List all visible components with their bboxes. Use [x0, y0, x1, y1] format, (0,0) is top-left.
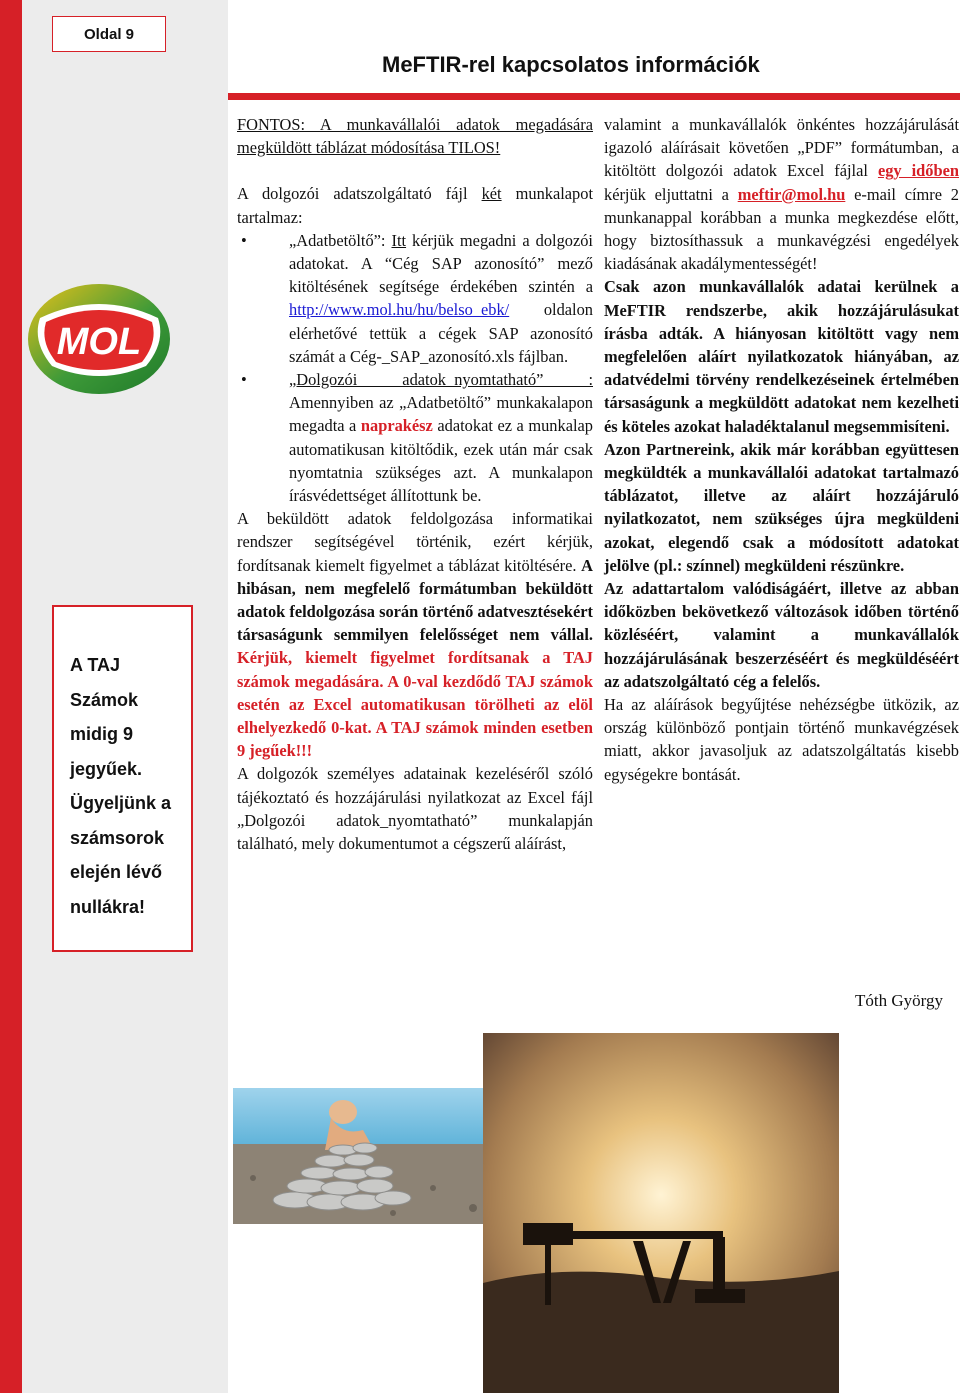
bullet1-title: „Adatbetöltő”:	[289, 230, 392, 250]
list-item	[237, 368, 593, 507]
taj-line: jegyűek.	[70, 758, 143, 779]
bullet-icon: •	[241, 370, 247, 390]
bullet2-text: Amennyiben az „Adatbetöltő” munkakalapon megadta a	[289, 393, 593, 436]
consent-paragraph: Csak azon munkavállalók adatai kerülnek a MeFTIR rendszerbe, akik hozzájárulásukat írásba adták. A hiányosan kitöltött vagy nem megfelelően aláírt nyilatkozatok hiányában, az adatvédelmi törvény rendelkezéseinek értelmében társaságunk a megküldött adatokat nem kezelheti és köteles azokat haladéktalanul megsemmisíteni.	[604, 277, 959, 436]
bullet2-title: „Dolgozói adatok_nyomtatható” :	[289, 370, 593, 390]
header-divider	[228, 93, 960, 100]
taj-line: elején lévő	[70, 862, 163, 882]
intro-ket: két	[481, 184, 502, 204]
para1-bold: A hibásan, nem megfelelő formátumban beküldött adatok feldolgozása során történő adatvesztésekért társaságunk semmilyen felelősséget nem vállal.	[237, 555, 593, 645]
p1-text: valamint a munkavállalók önkéntes hozzájárulását igazoló aláírásait követően „PDF” formátumban, a kitöltött dolgozói adatok Excel fájlal	[604, 115, 959, 181]
left-red-stripe	[0, 0, 22, 1393]
right-column	[604, 113, 959, 786]
taj-line: számsorok	[70, 827, 165, 848]
page-number: Oldal 9	[52, 16, 166, 52]
logo-text: MOL	[56, 321, 142, 363]
stones-photo	[233, 1088, 513, 1224]
intro-text: A dolgozói adatszolgáltató fájl	[237, 184, 482, 204]
bullet1-itt: Itt	[391, 230, 407, 250]
p1-text-end: e-mail címre 2 munkanappal korábban a munka megkezdése előtt, hogy biztosíthassuk a munkavégzési engedélyek kiadásának akadálymentességét!	[604, 184, 959, 274]
bullet-icon: •	[241, 230, 247, 250]
bullet2-naprakesz: naprakész	[360, 416, 433, 436]
bullet1-text-end: oldalon elérhetővé tettük a cégek SAP azonosító számát a Cég-_SAP_azonosító.xls fájlban.	[289, 300, 593, 366]
signature: Tóth György	[855, 991, 943, 1010]
para1-red: Kérjük, kiemelt figyelmet fordítsanak a TAJ számok megadására. A 0-val kezdődő TAJ számok esetén az Excel automatikusan törölheti az elöl elhelyezkedő 0-kat. A TAJ számok minden esetben 9 jegűek!!!	[237, 648, 593, 761]
mol-logo	[26, 282, 172, 396]
page-title: MeFTIR-rel kapcsolatos információk	[382, 52, 760, 77]
privacy-paragraph: A dolgozók személyes adatainak kezeléséről szóló tájékoztató és hozzájárulási nyilatkozat az Excel fájl „Dolgozói adatok_nyomtatható” munkalapján található, mely dokumentumot a cégszerű aláírást,	[237, 764, 593, 854]
p1-text-mid: kérjük eljuttatni a	[604, 184, 738, 204]
processing-paragraph	[237, 507, 593, 762]
sap-link[interactable]: http://www.mol.hu/hu/belso_ebk/	[289, 300, 510, 320]
email-link[interactable]: meftir@mol.hu	[737, 184, 846, 204]
worksheet-list	[237, 229, 593, 507]
bullet2-text-end: adatokat ez a munkalap automatikusan kitöltődik, ezek után már csak nyomtatnia szükséges azt. A munkalapon írásvédettséget állítottunk be.	[289, 416, 593, 506]
responsibility-paragraph: Az adattartalom valódiságáért, illetve az abban időközben bekövetkező változások időben történő közléséért, valamint a munkavállalók hozzájárulásának beszerzéséért és megküldéséért az adatszolgáltató cég a felelős.	[604, 579, 959, 691]
taj-line: Ügyeljünk a	[70, 793, 172, 813]
p1-egy-idoben: egy időben	[877, 161, 959, 181]
intro-paragraph	[237, 182, 593, 228]
taj-notice-box	[52, 605, 193, 952]
taj-line: midig 9	[70, 724, 134, 744]
oil-pump-photo	[483, 1033, 839, 1393]
partners-paragraph: Azon Partnereink, akik már korábban együttesen megküldték a munkavállalói adatokat tartalmazó táblázatot, illetve az aláírt hozzájáruló nyilatkozatot, nem szükséges újra megküldeni azokat, elegendő csak a módosított adatokat jelölve (pl.: színnel) megküldeni részünkre.	[604, 439, 959, 575]
left-column	[237, 113, 593, 855]
submission-paragraph	[604, 113, 959, 275]
taj-line: Számok	[70, 689, 139, 710]
taj-line: nullákra!	[70, 896, 146, 917]
bullet1-text: kérjük megadni a dolgozói adatokat. A “Cég SAP azonosító” mező kitöltésének segítsége érdekében szintén a	[289, 230, 593, 297]
signature-advice-paragraph: Ha az aláírások begyűjtése nehézségbe ütközik, az ország különböző pontjain történő munkavégzések miatt, akkor javasoljuk az adatszolgáltatás kisebb egységekre bontását.	[604, 695, 959, 784]
list-item	[237, 229, 593, 368]
para1-text: A beküldött adatok feldolgozása informatikai rendszer segítségével történik, ezért kérjük, fordítsanak kiemelt figyelmet a táblázat kitöltésére.	[237, 509, 593, 575]
taj-line: A TAJ	[70, 655, 121, 675]
intro-text-end: munkalapot tartalmaz:	[237, 184, 594, 227]
fontos-notice: FONTOS: A munkavállalói adatok megadására megküldött táblázat módosítása TILOS!	[237, 115, 593, 158]
